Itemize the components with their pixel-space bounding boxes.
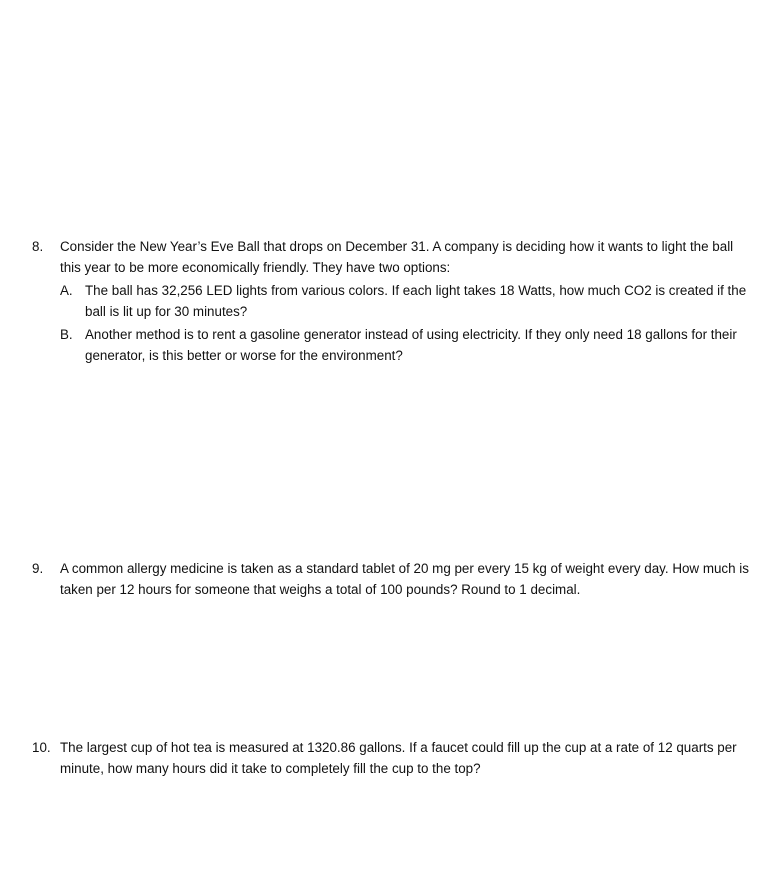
question-text: A common allergy medicine is taken as a standard tablet of 20 mg per every 15 kg of weight every day. How much is taken per 12 hours for someone that weighs a total of 100 pounds? Round to 1 decimal. [60, 561, 749, 597]
question-text: Consider the New Year’s Eve Ball that drops on December 31. A company is deciding how it wants to light the ball this year to be more economically friendly. They have two options: [60, 239, 734, 275]
question-number: 8. [32, 239, 44, 254]
question-text: The largest cup of hot tea is measured at 1320.86 gallons. If a faucet could fill up the cup at a rate of 12 quarts per minute, how many hours did it take to completely fill the cup to the top? [60, 740, 737, 776]
question-8 [32, 236, 754, 368]
option-list [60, 280, 754, 366]
question-number: 9. [32, 561, 44, 576]
question-10 [32, 737, 754, 779]
option-letter: A. [60, 283, 73, 298]
question-number: 10. [32, 740, 51, 755]
option-text: The ball has 32,256 LED lights from various colors. If each light takes 18 Watts, how much CO2 is created if the ball is lit up for 30 minutes? [85, 283, 747, 319]
option-text: Another method is to rent a gasoline generator instead of using electricity. If they only need 18 gallons for their generator, is this better or worse for the environment? [85, 327, 737, 363]
option-letter: B. [60, 327, 73, 342]
option-b [60, 324, 754, 366]
question-9 [32, 558, 754, 600]
option-a [60, 280, 754, 322]
